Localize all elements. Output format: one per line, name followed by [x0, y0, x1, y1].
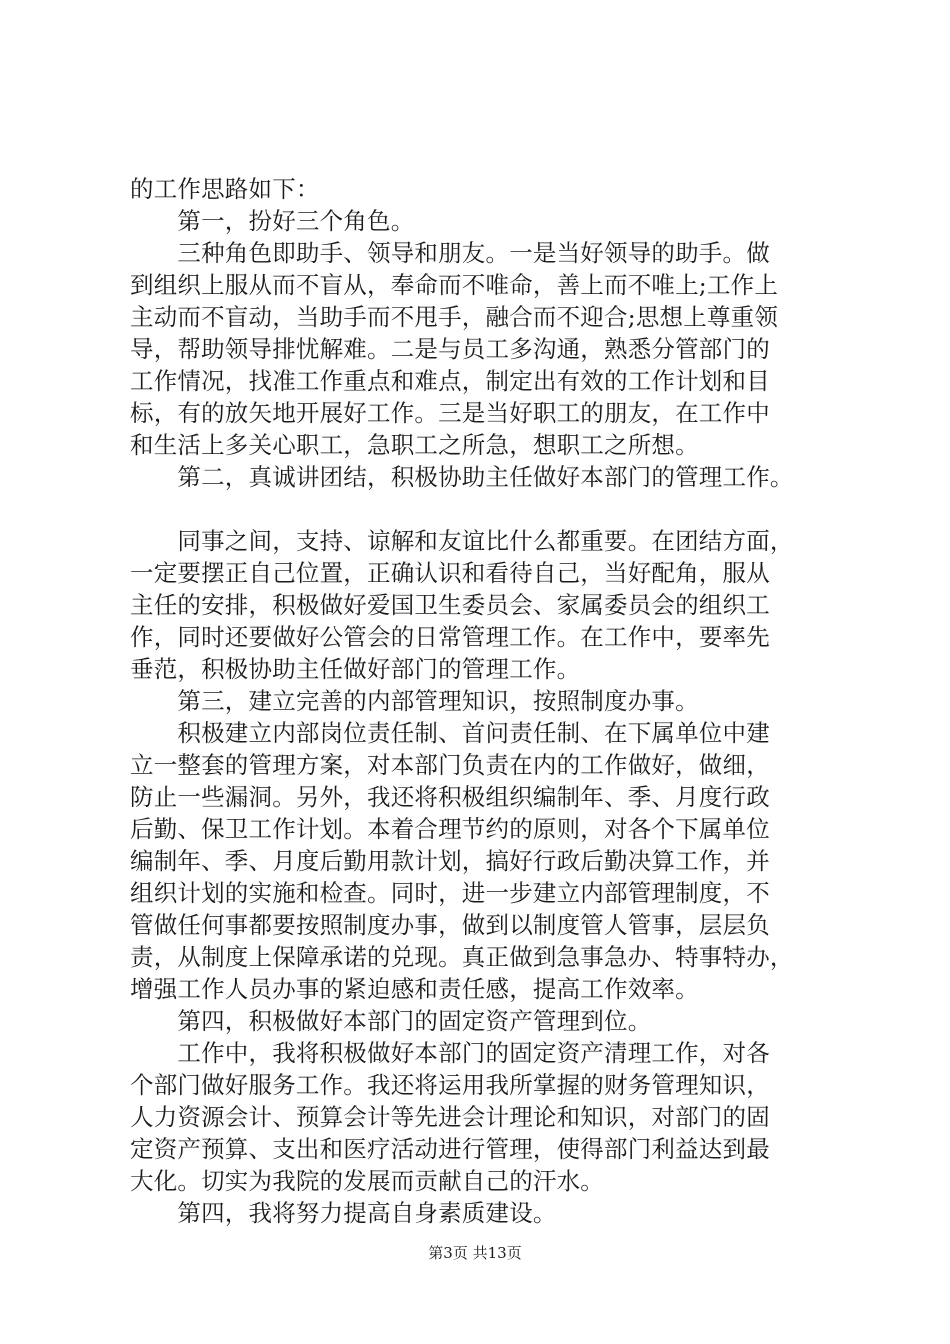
text-line: 大化。切实为我院的发展而贡献自己的汗水。 [130, 1167, 604, 1195]
text-line: 立一整套的管理方案，对本部门负责在内的工作做好，做细， [130, 751, 770, 779]
text-line: 和生活上多关心职工，急职工之所急，想职工之所想。 [130, 431, 699, 459]
text-line: 主动而不盲动，当助手而不甩手，融合而不迎合;思想上尊重领 [130, 303, 779, 331]
text-line: 后勤、保卫工作计划。本着合理节约的原则，对各个下属单位 [130, 815, 770, 843]
text-line: 第三，建立完善的内部管理知识，按照制度办事。 [130, 687, 699, 715]
text-line: 工作情况，找准工作重点和难点，制定出有效的工作计划和目 [130, 367, 770, 395]
text-line: 垂范，积极协助主任做好部门的管理工作。 [130, 655, 581, 683]
text-line: 导，帮助领导排忧解难。二是与员工多沟通，熟悉分管部门的 [130, 335, 770, 363]
text-line: 第四，我将努力提高自身素质建设。 [130, 1199, 557, 1227]
text-line: 主任的安排，积极做好爱国卫生委员会、家属委员会的组织工 [130, 591, 770, 619]
text-line: 标，有的放矢地开展好工作。三是当好职工的朋友，在工作中 [130, 399, 770, 427]
text-line: 积极建立内部岗位责任制、首问责任制、在下属单位中建 [130, 719, 770, 747]
text-line: 人力资源会计、预算会计等先进会计理论和知识，对部门的固 [130, 1103, 770, 1131]
page-number-footer: 第3页 共13页 [428, 1244, 522, 1262]
text-line: 组织计划的实施和检查。同时，进一步建立内部管理制度，不 [130, 879, 770, 907]
text-line: 三种角色即助手、领导和朋友。一是当好领导的助手。做 [130, 239, 770, 267]
text-line: 工作中，我将积极做好本部门的固定资产清理工作，对各 [130, 1039, 770, 1067]
text-line: 第一，扮好三个角色。 [130, 207, 415, 235]
text-line: 第二，真诚讲团结，积极协助主任做好本部门的管理工作。 [130, 463, 794, 491]
text-line: 一定要摆正自己位置，正确认识和看待自己，当好配角，服从 [130, 559, 770, 587]
text-line: 责，从制度上保障承诺的兑现。真正做到急事急办、特事特办， [130, 943, 794, 971]
text-line: 的工作思路如下： [130, 175, 320, 203]
text-line: 作，同时还要做好公管会的日常管理工作。在工作中，要率先 [130, 623, 770, 651]
text-line: 管做任何事都要按照制度办事，做到以制度管人管事，层层负 [130, 911, 770, 939]
text-line: 防止一些漏洞。另外，我还将积极组织编制年、季、月度行政 [130, 783, 770, 811]
text-line: 到组织上服从而不盲从，奉命而不唯命，善上而不唯上;工作上 [130, 271, 779, 299]
text-line: 第四，积极做好本部门的固定资产管理到位。 [130, 1007, 652, 1035]
text-line: 同事之间，支持、谅解和友谊比什么都重要。在团结方面， [130, 527, 794, 555]
text-line: 增强工作人员办事的紧迫感和责任感，提高工作效率。 [130, 975, 699, 1003]
text-line: 编制年、季、月度后勤用款计划，搞好行政后勤决算工作，并 [130, 847, 770, 875]
text-line: 定资产预算、支出和医疗活动进行管理，使得部门利益达到最 [130, 1135, 770, 1163]
text-line: 个部门做好服务工作。我还将运用我所掌握的财务管理知识， [130, 1071, 770, 1099]
